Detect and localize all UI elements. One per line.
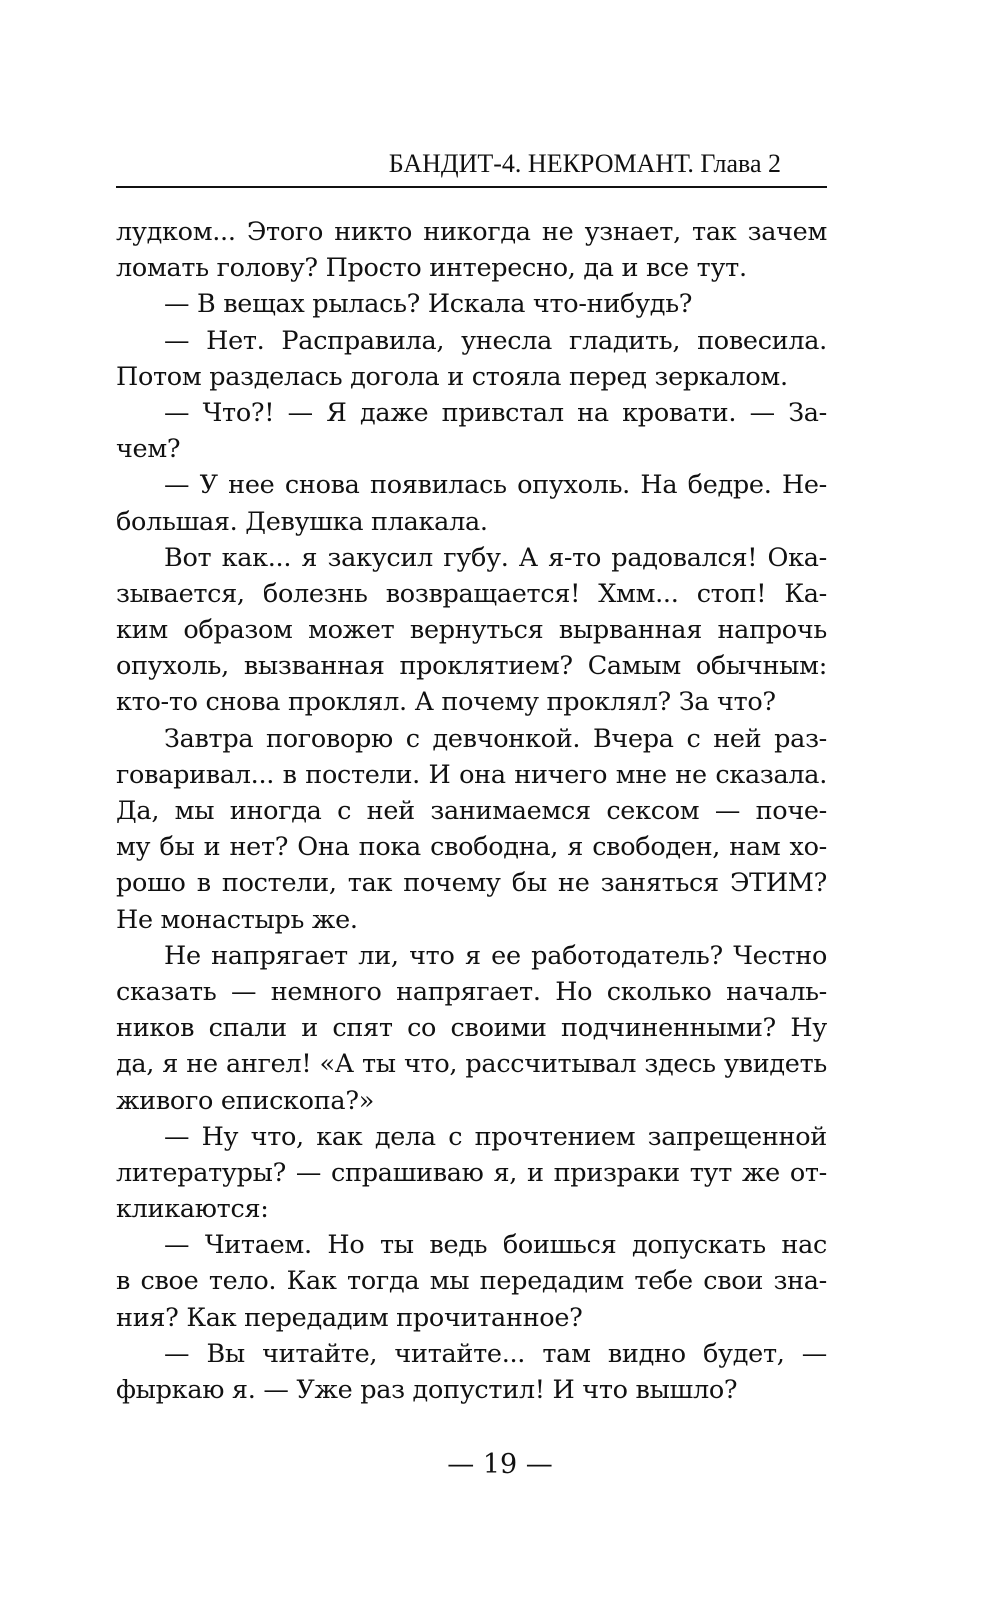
text-line: — В вещах рылась? Искала что-нибудь?	[164, 289, 693, 320]
text-line: ломать голову? Просто интересно, да и все тут.	[116, 253, 747, 284]
text-line: живого епископа?»	[116, 1085, 375, 1116]
text-line: — Ну что, как дела с прочтением запрещенной	[164, 1121, 827, 1152]
text-line: Да, мы иногда с ней занимаемся сексом — поче-	[116, 796, 827, 826]
text-line: Не монастырь же.	[116, 904, 358, 935]
text-line: — У нее снова появилась опухоль. На бедре. Не-	[164, 470, 827, 501]
page-number: — 19 —	[447, 1449, 553, 1480]
text-line: зывается, болезнь возвращается! Хмм... стоп! Ка-	[116, 578, 827, 609]
text-line: ния? Как передадим прочитанное?	[116, 1302, 583, 1333]
text-line: говаривал... в постели. И она ничего мне не сказала.	[116, 759, 827, 790]
text-line: литературы? — спрашиваю я, и призраки тут же от-	[116, 1157, 827, 1188]
header-rule	[116, 186, 827, 188]
text-line: кто-то снова проклял. А почему проклял? За что?	[116, 687, 776, 718]
page-body	[116, 214, 827, 1408]
text-line: кликаются:	[116, 1194, 269, 1225]
text-line: ким образом может вернуться вырванная напрочь	[116, 615, 827, 646]
text-line: Завтра поговорю с девчонкой. Вчера с ней раз-	[164, 723, 827, 754]
text-line: ников спали и спят со своими подчиненными? Ну	[116, 1013, 827, 1044]
text-line: рошо в постели, так почему бы не заняться ЭТИМ?	[116, 868, 827, 899]
text-line: лудком... Этого никто никогда не узнает, так зачем	[116, 217, 827, 247]
text-line: большая. Девушка плакала.	[116, 506, 488, 537]
text-line: Не напрягает ли, что я ее работодатель? Честно	[164, 940, 827, 971]
running-title: БАНДИТ-4. НЕКРОМАНТ. Глава 2	[388, 149, 781, 178]
text-line: в свое тело. Как тогда мы передадим тебе свои зна-	[116, 1266, 827, 1297]
text-line: да, я не ангел! «А ты что, рассчитывал здесь увидеть	[116, 1049, 827, 1080]
text-line: — Читаем. Но ты ведь боишься допускать нас	[164, 1230, 827, 1261]
text-line: му бы и нет? Она пока свободна, я свободен, нам хо-	[116, 832, 827, 863]
text-line: — Что?! — Я даже привстал на кровати. — За-	[164, 397, 827, 428]
text-line: опухоль, вызванная проклятием? Самым обычным:	[116, 651, 827, 682]
text-line: Вот как... я закусил губу. А я-то радовался! Ока-	[164, 542, 827, 573]
text-line: — Нет. Расправила, унесла гладить, повесила.	[164, 325, 827, 356]
text-line: сказать — немного напрягает. Но сколько началь-	[116, 976, 827, 1007]
text-line: фыркаю я. — Уже раз допустил! И что вышло?	[116, 1375, 738, 1405]
text-line: Потом разделась догола и стояла перед зеркалом.	[116, 361, 788, 392]
text-line: — Вы читайте, читайте... там видно будет, —	[164, 1338, 827, 1369]
text-line: чем?	[116, 434, 181, 465]
